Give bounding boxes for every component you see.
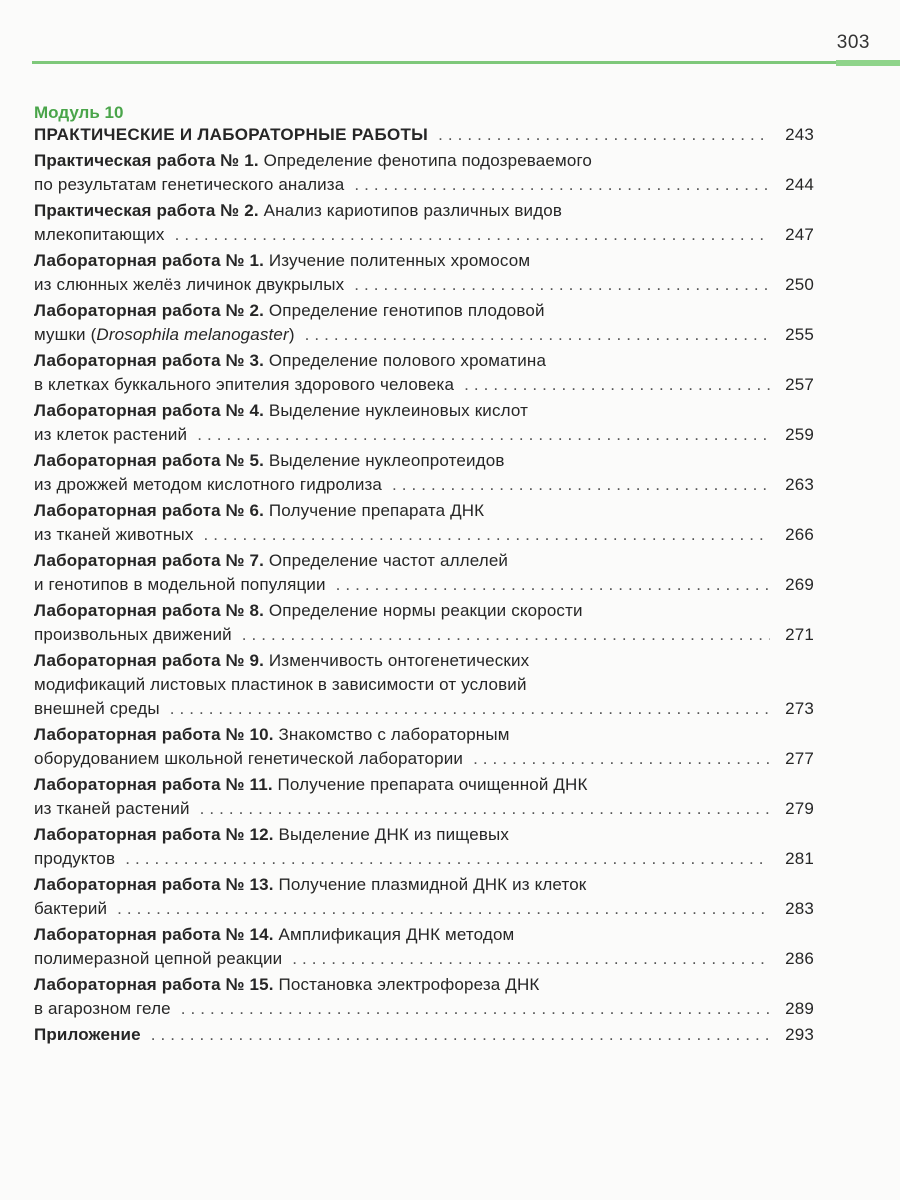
toc-entry[interactable] xyxy=(34,399,814,447)
dot-leader xyxy=(197,423,770,447)
page-ref: 277 xyxy=(785,749,814,768)
entry-first-line xyxy=(34,823,814,847)
toc-entry[interactable] xyxy=(34,823,814,871)
dot-leader xyxy=(151,1023,770,1047)
dot-leader xyxy=(175,223,770,247)
dot-leader xyxy=(181,997,770,1021)
entry-work-number: Лабораторная работа № 2. xyxy=(34,301,265,320)
dot-leader xyxy=(292,947,770,971)
header-rule xyxy=(32,61,870,64)
entry-first-line xyxy=(34,199,814,223)
page-ref: 283 xyxy=(785,899,814,918)
entry-title-start: Выделение ДНК из пищевых xyxy=(273,825,510,844)
entry-work-number: Практическая работа № 1. xyxy=(34,151,259,170)
dot-leader xyxy=(125,847,770,871)
entry-title-end: из дрожжей методом кислотного гидролиза xyxy=(34,475,383,494)
toc-entry[interactable] xyxy=(34,499,814,547)
entry-first-line xyxy=(34,873,814,897)
entry-work-number: Лабораторная работа № 10. xyxy=(34,725,274,744)
entry-work-number: Лабораторная работа № 11. xyxy=(34,775,273,794)
dot-leader xyxy=(354,273,770,297)
entry-title-end-pre: мушки ( xyxy=(34,325,97,344)
entry-first-line xyxy=(34,249,814,273)
entry-title-start: Изучение политенных хромосом xyxy=(264,251,531,270)
toc-entry[interactable] xyxy=(34,649,814,721)
entry-first-line xyxy=(34,773,814,797)
entry-title-end: из тканей животных xyxy=(34,525,194,544)
dot-leader xyxy=(473,747,770,771)
toc-entry[interactable] xyxy=(34,249,814,297)
dot-leader xyxy=(242,623,770,647)
entry-title-end: и генотипов в модельной популяции xyxy=(34,575,326,594)
entry-title-start: Выделение нуклеопротеидов xyxy=(264,451,505,470)
entry-title-end: произвольных движений xyxy=(34,625,232,644)
dot-leader xyxy=(305,323,770,347)
toc-entry[interactable] xyxy=(34,773,814,821)
page-ref: 263 xyxy=(785,475,814,494)
entry-title-start: Получение препарата ДНК xyxy=(264,501,485,520)
page-ref: 257 xyxy=(785,375,814,394)
entry-first-line xyxy=(34,499,814,523)
appendix-entry[interactable] xyxy=(34,1023,814,1047)
entry-title-end: из слюнных желёз личинок двукрылых xyxy=(34,275,345,294)
entry-title-start: Определение фенотипа подозреваемого xyxy=(258,151,593,170)
entry-title-end: внешней среды xyxy=(34,699,160,718)
entry-first-line xyxy=(34,449,814,473)
entry-title-end: по результатам генетического анализа xyxy=(34,175,345,194)
entry-title-end: полимеразной цепной реакции xyxy=(34,949,283,968)
entry-work-number: Лабораторная работа № 14. xyxy=(34,925,274,944)
entry-work-number: Лабораторная работа № 8. xyxy=(34,601,265,620)
toc-entry[interactable] xyxy=(34,599,814,647)
dot-leader xyxy=(200,797,770,821)
entry-work-number: Лабораторная работа № 12. xyxy=(34,825,274,844)
toc-entry[interactable] xyxy=(34,723,814,771)
page-ref: 250 xyxy=(785,275,814,294)
entry-work-number: Лабораторная работа № 9. xyxy=(34,651,265,670)
entry-title-start: Знакомство с лабораторным xyxy=(273,725,510,744)
appendix-title: Приложение xyxy=(34,1025,141,1044)
entry-work-number: Практическая работа № 2. xyxy=(34,201,259,220)
entry-first-line xyxy=(34,399,814,423)
header-rule-accent xyxy=(836,60,900,66)
entry-title-start: Определение генотипов плодовой xyxy=(264,301,545,320)
entry-title-start: Изменчивость онтогенетических xyxy=(264,651,530,670)
entry-title-start: Амплификация ДНК методом xyxy=(273,925,515,944)
entry-title-end: продуктов xyxy=(34,849,116,868)
entry-work-number: Лабораторная работа № 5. xyxy=(34,451,265,470)
entry-title-start: Получение плазмидной ДНК из клеток xyxy=(273,875,587,894)
entry-title-start: Выделение нуклеиновых кислот xyxy=(264,401,529,420)
dot-leader xyxy=(438,123,770,147)
page-ref: 269 xyxy=(785,575,814,594)
entry-title-end: млекопитающих xyxy=(34,225,165,244)
entry-title-start: Определение полового хроматина xyxy=(264,351,547,370)
entry-first-line xyxy=(34,549,814,573)
entry-first-line xyxy=(34,973,814,997)
page-ref: 243 xyxy=(785,125,814,144)
page-ref: 289 xyxy=(785,999,814,1018)
entry-work-number: Лабораторная работа № 7. xyxy=(34,551,265,570)
dot-leader xyxy=(204,523,770,547)
entry-first-line xyxy=(34,649,814,673)
page-ref: 244 xyxy=(785,175,814,194)
entry-middle-line: модификаций листовых пластинок в зависимости от условий xyxy=(34,675,527,694)
dot-leader xyxy=(336,573,770,597)
dot-leader xyxy=(170,697,770,721)
table-of-contents xyxy=(34,103,814,1047)
entry-title-end: из тканей растений xyxy=(34,799,190,818)
entry-title-end: в клетках буккального эпителия здорового человека xyxy=(34,375,455,394)
page-ref: 259 xyxy=(785,425,814,444)
entry-first-line xyxy=(34,723,814,747)
module-label: Модуль 10 xyxy=(34,103,124,122)
toc-entry[interactable] xyxy=(34,349,814,397)
entry-work-number: Лабораторная работа № 3. xyxy=(34,351,265,370)
entry-title-start: Определение нормы реакции скорости xyxy=(264,601,583,620)
entry-work-number: Лабораторная работа № 1. xyxy=(34,251,265,270)
module-title-entry[interactable] xyxy=(34,123,814,147)
toc-entry[interactable] xyxy=(34,873,814,921)
page-ref: 273 xyxy=(785,699,814,718)
entry-title-start: Анализ кариотипов различных видов xyxy=(258,201,563,220)
module-title: ПРАКТИЧЕСКИЕ И ЛАБОРАТОРНЫЕ РАБОТЫ xyxy=(34,125,429,144)
toc-entry[interactable] xyxy=(34,549,814,597)
entry-title-start: Постановка электрофореза ДНК xyxy=(273,975,540,994)
entry-title-end: в агарозном геле xyxy=(34,999,171,1018)
entry-title-end xyxy=(34,323,295,347)
entry-first-line xyxy=(34,149,814,173)
page-ref: 255 xyxy=(785,325,814,344)
page-ref: 271 xyxy=(785,625,814,644)
entry-work-number: Лабораторная работа № 4. xyxy=(34,401,265,420)
page-number: 303 xyxy=(836,32,870,53)
entry-work-number: Лабораторная работа № 15. xyxy=(34,975,274,994)
toc-entry[interactable] xyxy=(34,923,814,971)
page-ref: 286 xyxy=(785,949,814,968)
entry-work-number: Лабораторная работа № 6. xyxy=(34,501,265,520)
entry-first-line xyxy=(34,299,814,323)
page-ref: 293 xyxy=(785,1025,814,1044)
entry-work-number: Лабораторная работа № 13. xyxy=(34,875,274,894)
entry-first-line xyxy=(34,349,814,373)
page-ref: 247 xyxy=(785,225,814,244)
entry-title-end: из клеток растений xyxy=(34,425,188,444)
toc-entry[interactable] xyxy=(34,149,814,197)
dot-leader xyxy=(354,173,770,197)
dot-leader xyxy=(117,897,770,921)
entry-title-end: оборудованием школьной генетической лаборатории xyxy=(34,749,464,768)
entry-first-line xyxy=(34,599,814,623)
entry-first-line xyxy=(34,923,814,947)
toc-entry[interactable] xyxy=(34,299,814,347)
species-name: Drosophila melanogaster xyxy=(96,325,289,344)
page-ref: 281 xyxy=(785,849,814,868)
toc-entry[interactable] xyxy=(34,973,814,1021)
dot-leader xyxy=(464,373,770,397)
entry-title-start: Получение препарата очищенной ДНК xyxy=(272,775,588,794)
entry-title-start: Определение частот аллелей xyxy=(264,551,509,570)
page-ref: 279 xyxy=(785,799,814,818)
toc-entry[interactable] xyxy=(34,199,814,247)
dot-leader xyxy=(392,473,770,497)
toc-entry[interactable] xyxy=(34,449,814,497)
entry-title-end-post: ) xyxy=(288,325,295,344)
page-ref: 266 xyxy=(785,525,814,544)
entry-title-end: бактерий xyxy=(34,899,108,918)
